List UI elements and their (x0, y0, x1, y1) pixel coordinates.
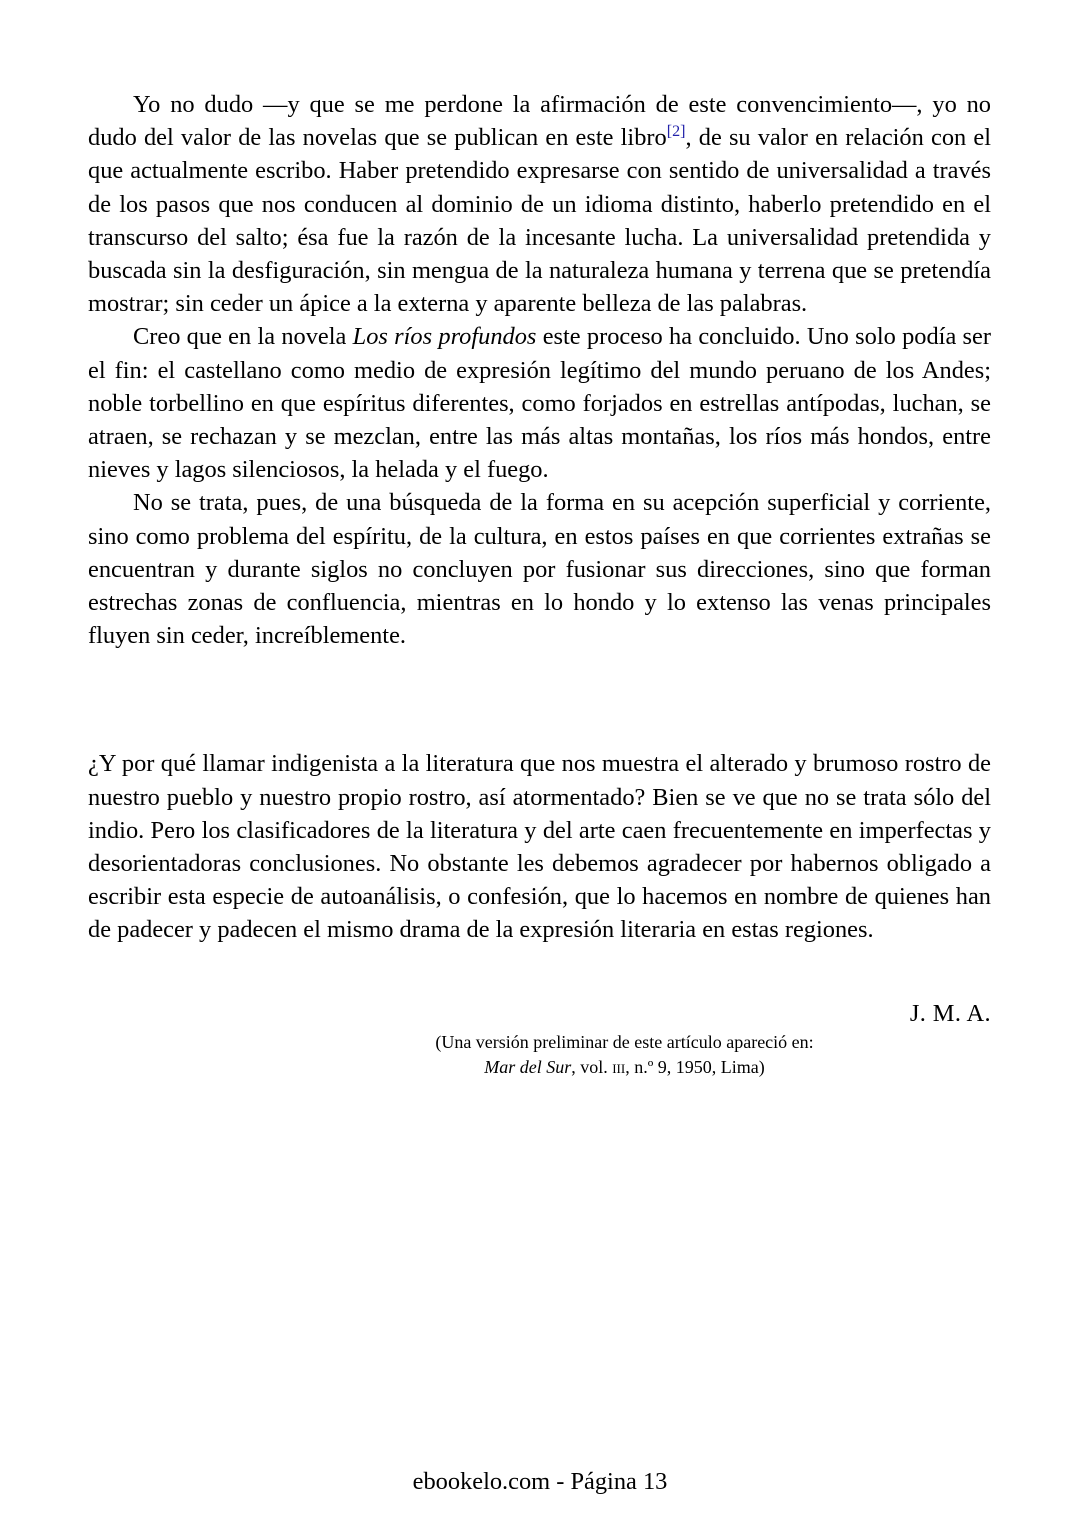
footer-label: ebookelo.com - Página 13 (412, 1468, 668, 1495)
paragraph-1-lead: Yo no dudo —y que se me perdone la afirmación de este convencimiento—, yo no dudo del valor de las novelas que se publican en este libro (88, 91, 991, 152)
paragraph-2-tail: este proceso ha concluido. Uno solo podía ser el fin: el castellano como medio de expresión legítimo del mundo peruano de los Andes; noble torbellino en que espíritus diferentes, como forjados en estrellas antípodas, luchan, se atraen, se rechazan y se mezclan, entre las más altas montañas, los ríos más hondos, entre nieves y lagos silenciosos, la helada y el fuego. (88, 323, 991, 484)
publication-note-volume-label: , vol. (571, 1057, 613, 1077)
journal-title-mar-del-sur: Mar del Sur (484, 1057, 572, 1077)
author-initials: J. M. A. (909, 1000, 991, 1027)
publication-note-issue: , n.º 9, 1950, Lima) (625, 1057, 765, 1077)
page-footer (0, 1466, 1080, 1498)
paragraph-1 (88, 88, 991, 320)
publication-note-line-1: (Una versión preliminar de este artículo apareció en: (435, 1032, 814, 1052)
book-title-los-rios-profundos: Los ríos profundos (352, 323, 537, 351)
paragraph-4: ¿Y por qué llamar indigenista a la literatura que nos muestra el alterado y brumoso rostro de nuestro pueblo y nuestro propio rostro, así atormentado? Bien se ve que no se trata sólo del indio. Pero los clasificadores de la literatura y del arte caen frecuentemente en imperfectas y desorientadoras conclusiones. No obstante les debemos agradecer por habernos obligado a escribir esta especie de autoanálisis, o confesión, que lo hacemos en nombre de quienes han de padecer y padecen el mismo drama de la expresión literaria en estas regiones. (88, 750, 991, 944)
paragraph-2-lead: Creo que en la novela (133, 323, 353, 351)
publication-note-volume-roman: iii (612, 1057, 626, 1077)
paragraph-1-tail: , de su valor en relación con el que actualmente escribo. Haber pretendido expresarse con sentido de universalidad a través de los pasos que nos conducen al dominio de un idioma distinto, haberlo pretendido en el transcurso del salto; ésa fue la razón de la incesante lucha. La universalidad pretendida y buscada sin la desfiguración, sin mengua de la naturaleza humana y terrena que se pretendía mostrar; sin ceder un ápice a la externa y aparente belleza de las palabras. (88, 124, 991, 318)
paragraph-3: No se trata, pues, de una búsqueda de la forma en su acepción superficial y corriente, sino como problema del espíritu, de la cultura, en estos países en que corrientes extrañas se encuentran y durante siglos no concluyen por fusionar sus direcciones, sino que forman estrechas zonas de confluencia, mientras en lo hondo y lo extenso las venas principales fluyen sin ceder, increíblemente. (88, 489, 991, 650)
signature-block (88, 997, 991, 1080)
text-column (88, 88, 991, 947)
footnote-reference-2[interactable]: [2] (666, 123, 686, 141)
publication-note-line-2 (88, 1055, 991, 1080)
paragraph-2 (88, 320, 991, 486)
